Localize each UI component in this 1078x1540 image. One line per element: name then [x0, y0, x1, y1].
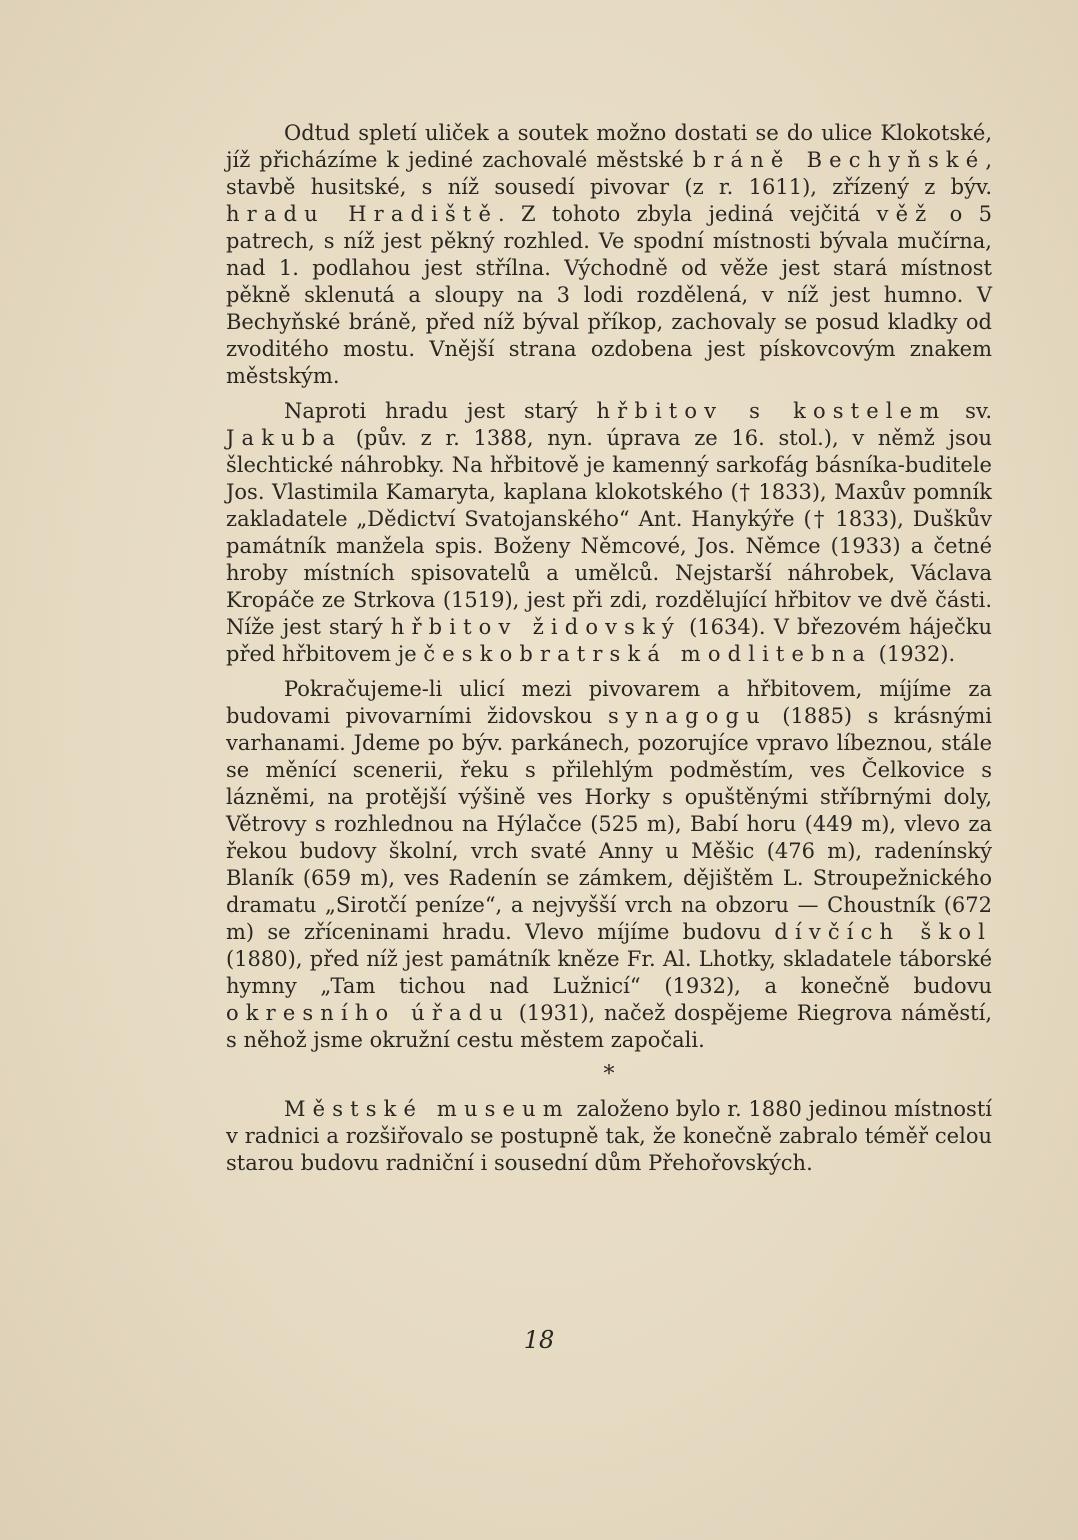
text-run: (1931), načež dospějeme Riegrova náměstí, s něhož jsme okružní cestu městem započali.	[226, 1001, 992, 1052]
text-run: o 5 patrech, s níž jest pěkný rozhled. Ve spodní místnosti bývala mučírna, nad 1. podlahou jest střílna. Východně od věže jest stará místnost pěkně sklenutá a sloupy na 3 lodi rozdělená, v níž jest humno. V Bechyňské bráně, před níž býval příkop, zachovaly se posud kladky od zvoditého mostu. Vnější strana ozdobena jest pískovcovým znakem městským.	[226, 202, 992, 388]
spaced-term: okresního úřadu	[226, 1001, 510, 1025]
text-run: (1885) s krásnými varhanami. Jdeme po býv. parkánech, pozorujíce vpravo líbeznou, stále se měnící scenerii, řeku s přilehlým podměstím, ves Čelkovice s lázněmi, na protější výšině ves Horky s opuštěnými stříbrnými doly, Větrovy s rozhlednou na Hýlačce (525 m), Babí horu (449 m), vlevo za řekou budovy školní, vrch svaté Anny u Měšic (476 m), radenínský Blaník (659 m), ves Radenín se zámkem, dějištěm L. Stroupežnického dramatu „Sirotčí peníze“, a nejvyšší vrch na obzoru — Choustník (672 m) se zříceninami hradu. Vlevo míjíme budovu	[226, 704, 992, 944]
text-run: sv.	[946, 399, 992, 423]
text-run: Odtud spletí uliček a soutek možno dostati se do ulice Klokotské, jíž přicházíme k jediné zachovalé městské	[226, 121, 992, 172]
spaced-term: hřbitov s kostelem	[596, 399, 947, 423]
page-number: 18	[523, 1326, 555, 1354]
spaced-term: Městské museum	[284, 1097, 570, 1121]
paragraph-2	[226, 398, 992, 668]
paragraph-4	[226, 1096, 992, 1177]
spaced-term: bráně Bechyňské	[692, 148, 986, 172]
paragraph-1	[226, 120, 992, 390]
text-run: (1932).	[872, 642, 956, 666]
spaced-term: českobratrská modlitebna	[423, 642, 872, 666]
text-run: Pokračujeme-li ulicí mezi pivovarem a hřbitovem, míjíme za budovami pivovarními židovskou	[226, 677, 992, 728]
text-run: , stavbě husitské, s níž sousedí pivovar (z r. 1611), zřízený z býv.	[226, 148, 992, 199]
spaced-term: hradu Hradiště	[226, 202, 499, 226]
spaced-term: hřbitov židovský	[390, 615, 681, 639]
paragraph-3	[226, 676, 992, 1054]
text-run: založeno bylo r. 1880 jedinou místností v radnici a rozšiřovalo se postupně tak, že konečně zabralo téměř celou starou budovu radniční i sousední dům Přehořovských.	[226, 1097, 992, 1175]
text-run: . Z tohoto zbyla jediná vejčitá	[498, 202, 877, 226]
section-separator: *	[603, 1062, 615, 1087]
text-run: (1880), před níž jest památník kněze Fr. Al. Lhotky, skladatele táborské hymny „Tam tichou nad Lužnicí“ (1932), a konečně budovu	[226, 947, 992, 998]
text-run: (1634). V březovém háječku před hřbitovem je	[226, 615, 992, 666]
text-run: (pův. z r. 1388, nyn. úprava ze 16. stol.), v němž jsou šlechtické náhrobky. Na hřbitově je kamenný sarkofág básníka-buditele Jos. Vlastimila Kamaryta, kaplana klokotského († 1833), Maxův pomník zakladatele „Dědictví Svatojanského“ Ant. Hanykýře († 1833), Duškův památník manžela spis. Boženy Němcové, Jos. Němce (1933) a četné hroby místních spisovatelů a umělců. Nejstarší náhrobek, Václava Kropáče ze Strkova (1519), jest při zdi, rozdělující hřbitov ve dvě části. Níže jest starý	[226, 426, 992, 639]
spaced-term: synagogu	[607, 704, 767, 728]
text-run: Naproti hradu jest starý	[284, 399, 597, 423]
body-text	[226, 120, 992, 1185]
spaced-term: dívčích škol	[774, 920, 992, 944]
spaced-term: věž	[876, 202, 934, 226]
spaced-term: Jakuba	[226, 426, 342, 450]
